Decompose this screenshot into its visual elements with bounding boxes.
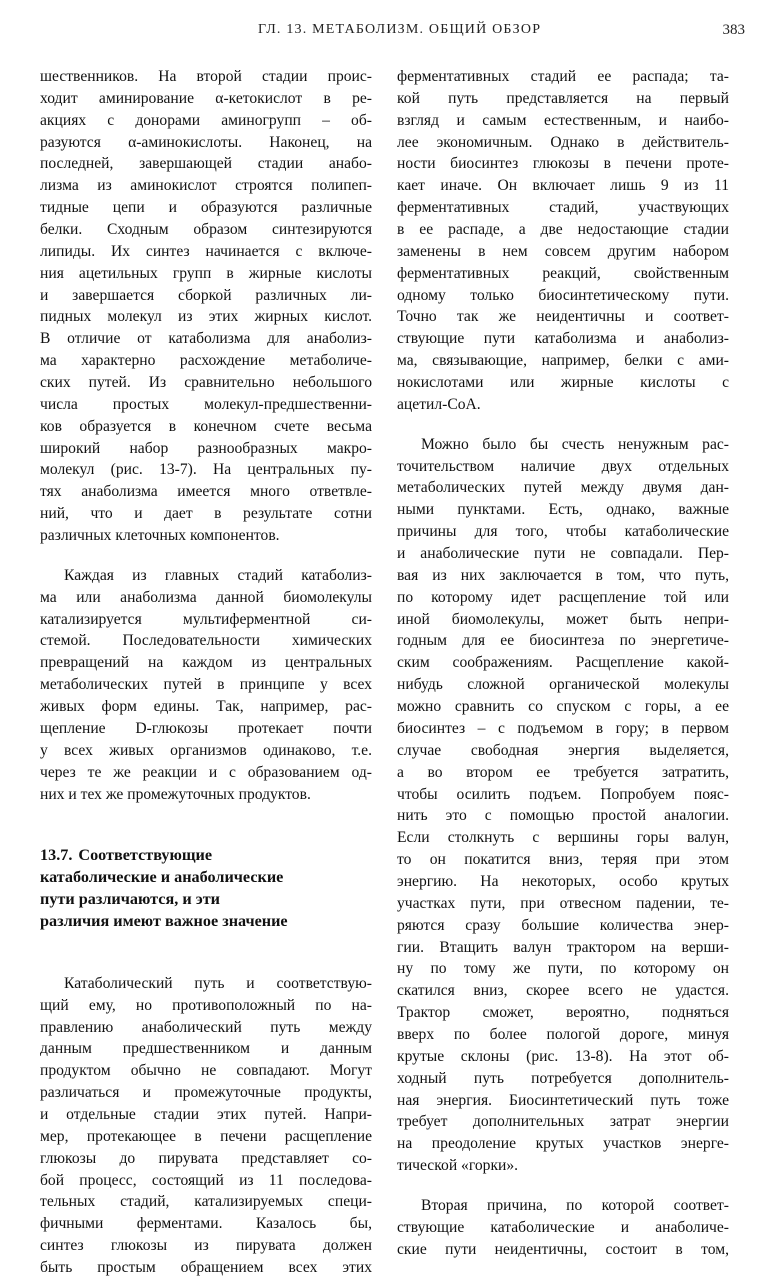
text-line: нить это с помощью простой аналогии.	[397, 807, 729, 825]
section-heading-line	[40, 845, 372, 867]
text-line: энергию. На некоторых, особо крутых	[397, 872, 729, 890]
text-line: по которому идет расщепление той или	[397, 588, 729, 606]
text-line: чтобы осилить подъем. Попробуем пояс-	[397, 785, 729, 803]
text-line: через те же реакции и с образованием од-	[40, 763, 372, 781]
text-line: В отличие от катаболизма для анаболиз-	[40, 330, 372, 348]
text-line: ма или анаболизма данной биомолекулы	[40, 588, 372, 606]
section-heading	[40, 845, 372, 932]
text-line: живых форм едины. Так, например, рас-	[40, 698, 372, 716]
text-line: Катаболический путь и соответствую-	[64, 974, 372, 992]
text-line: а во втором ее требуется затратить,	[397, 763, 729, 781]
text-line: мер, протекающее в печени расщепление	[40, 1127, 372, 1145]
text-line: тической «горки».	[397, 1157, 519, 1175]
text-line: ма, связывающие, например, белки с ами-	[397, 352, 729, 370]
page-number: 383	[722, 22, 745, 38]
text-line: тях анаболизма имеется много ответвле-	[40, 483, 372, 501]
text-line: ходит аминирование α-кетокислот в ре-	[40, 89, 372, 107]
text-line: широкий набор разнообразных макро-	[40, 439, 372, 457]
text-line: разуются α-аминокислоты. Наконец, на	[40, 133, 372, 151]
text-line: синтез глюкозы из пирувата должен	[40, 1237, 372, 1255]
text-line: них и тех же промежуточных продуктов.	[40, 785, 311, 803]
text-line: метаболических путей между двумя дан-	[397, 479, 729, 497]
text-line: шественников. На второй стадии проис-	[40, 68, 372, 85]
text-line: то он покатится вниз, теряя при этом	[397, 851, 729, 869]
section-heading-text: Соответствующие	[78, 846, 213, 865]
text-line: белки. Сходным образом синтезируются	[40, 221, 372, 239]
text-line: нокислотами или жирные кислоты с	[397, 374, 729, 392]
text-line: у всех живых организмов одинаково, т.е.	[40, 741, 372, 759]
text-line: нибудь сложной органической молекулы	[397, 676, 729, 694]
paragraph	[40, 66, 372, 547]
text-line: взгляд и самым естественным, и наибо-	[397, 111, 729, 129]
text-line: различных клеточных компонентов.	[40, 527, 280, 545]
section-heading-line: катаболические и анаболические	[40, 868, 284, 887]
text-line: фичными ферментами. Казалось бы,	[40, 1215, 372, 1233]
text-line: ские пути неидентичны, состоит в том,	[397, 1240, 729, 1258]
text-line: ков образуется в конечном счете весьма	[40, 417, 372, 435]
text-line: ферментативных реакций, свойственным	[397, 264, 729, 282]
paragraph	[40, 973, 372, 1279]
text-line: точительством наличие двух отдельных	[397, 457, 729, 475]
text-line: правлению анаболический путь между	[40, 1018, 372, 1036]
text-line: бой процесс, состоящий из 11 последова-	[40, 1171, 372, 1189]
text-line: щий ему, но противоположный по на-	[40, 996, 372, 1014]
text-line: Можно было бы счесть ненужным рас-	[421, 435, 729, 453]
text-line: ная энергия. Биосинтетический путь тоже	[397, 1091, 729, 1109]
text-line: ма характерно расхождение метаболиче-	[40, 352, 372, 370]
text-line: лизма из аминокислот строятся полипеп-	[40, 177, 372, 195]
text-line: ствующие пути катаболизма и анаболиз-	[397, 330, 729, 348]
running-title: ГЛ. 13. МЕТАБОЛИЗМ. ОБЩИЙ ОБЗОР	[258, 22, 542, 37]
text-line: на преодоление крутых участков энерге-	[397, 1135, 729, 1153]
text-line: требует дополнительных затрат энергии	[397, 1113, 729, 1131]
text-line: одному только биосинтетическому пути.	[397, 286, 729, 304]
text-line: числа простых молекул-предшественни-	[40, 395, 372, 413]
text-line: причины для того, чтобы катаболические	[397, 523, 729, 541]
text-line: участках пути, при отвесном падении, те-	[397, 894, 729, 912]
text-line: заменены в нем совсем другим набором	[397, 242, 729, 260]
text-line: ности биосинтез глюкозы в печени проте-	[397, 155, 729, 173]
text-line: глюкозы до пирувата представляет со-	[40, 1149, 372, 1167]
text-line: ний, что и дает в результате сотни	[40, 505, 372, 523]
text-line: вверх по более пологой дороге, минуя	[397, 1025, 729, 1043]
text-line: кой путь представляется на первый	[397, 89, 729, 107]
text-line: иной биомолекулы, может быть непри-	[397, 610, 729, 628]
section-heading-line: различия имеют важное значение	[40, 911, 288, 930]
text-line: молекул (рис. 13-7). На центральных пу-	[40, 461, 372, 479]
text-line: пидных молекул из этих жирных кислот.	[40, 308, 372, 326]
text-line: ферментативных стадий ее распада; та-	[397, 68, 729, 85]
text-line: различаться и промежуточные продукты,	[40, 1084, 372, 1102]
text-line: ацетил-СоА.	[397, 395, 481, 413]
text-line: и отдельные стадии этих путей. Напри-	[40, 1105, 372, 1123]
page-header	[0, 22, 775, 44]
text-line: стемой. Последовательности химических	[40, 632, 372, 650]
text-line: быть простым обращением всех этих	[40, 1258, 372, 1276]
text-line: липиды. Их синтез начинается с включе-	[40, 242, 372, 260]
left-column	[40, 66, 372, 1279]
text-line: случае свободная энергия выделяется,	[397, 741, 729, 759]
text-line: тельных стадий, катализируемых специ-	[40, 1193, 372, 1211]
paragraph	[397, 434, 729, 1177]
right-column	[397, 66, 729, 1261]
text-line: крутые склоны (рис. 13-8). На этот об-	[397, 1047, 729, 1065]
text-line: тидные цепи и образуются различные	[40, 199, 372, 217]
text-line: скатился вниз, скорее всего не удастся.	[397, 982, 729, 1000]
text-line: Точно так же неидентичны и соответ-	[397, 308, 729, 326]
text-line: метаболических путей в принципе у всех	[40, 676, 372, 694]
text-line: можно сравнить со спуском с горы, а ее	[397, 698, 729, 716]
text-line: ну по тому же пути, по которому он	[397, 960, 729, 978]
text-line: акциях с донорами аминогрупп – об-	[40, 111, 372, 129]
text-line: в ее распаде, а две недостающие стадии	[397, 221, 729, 239]
paragraph	[397, 66, 729, 416]
text-line: ским соображениям. Расщепление какой-	[397, 654, 729, 672]
text-line: ния ацетильных групп в жирные кислоты	[40, 264, 372, 282]
section-heading-line: пути различаются, и эти	[40, 890, 220, 909]
text-line: кает иначе. Он включает лишь 9 из 11	[397, 177, 729, 195]
text-line: данным предшественником и данным	[40, 1040, 372, 1058]
text-line: ными пунктами. Есть, однако, важные	[397, 501, 729, 519]
text-line: Вторая причина, по которой соответ-	[421, 1196, 729, 1214]
section-number: 13.7.	[40, 846, 73, 865]
text-line: и анаболические пути не совпадали. Пер-	[397, 545, 729, 563]
text-line: щепление D-глюкозы протекает почти	[40, 719, 372, 737]
text-line: превращений на каждом из центральных	[40, 654, 372, 672]
text-line: Если столкнуть с вершины горы валун,	[397, 829, 729, 847]
text-line: вая из них заключается в том, что путь,	[397, 566, 729, 584]
text-line: продуктом обычно не совпадают. Могут	[40, 1062, 372, 1080]
paragraph	[40, 565, 372, 805]
text-line: катализируется мультиферментной си-	[40, 610, 372, 628]
text-line: последней, завершающей стадии анабо-	[40, 155, 372, 173]
text-line: гии. Втащить валун трактором на верши-	[397, 938, 729, 956]
text-line: ствующие катаболические и анаболиче-	[397, 1218, 729, 1236]
text-line: биосинтез – с подъемом в гору; в первом	[397, 719, 729, 737]
text-line: ходный путь потребуется дополнитель-	[397, 1069, 729, 1087]
text-line: годным для ее биосинтеза по энергетиче-	[397, 632, 729, 650]
text-line: ферментативных стадий, участвующих	[397, 199, 729, 217]
text-line: ряются сразу большие количества энер-	[397, 916, 729, 934]
text-line: ских путей. Из сравнительно небольшого	[40, 374, 372, 392]
paragraph	[397, 1195, 729, 1261]
text-line: Каждая из главных стадий катаболиз-	[64, 566, 372, 584]
text-line: Трактор сможет, вероятно, подняться	[397, 1004, 729, 1022]
text-line: лее экономичным. Однако в действитель-	[397, 133, 729, 151]
text-line: и завершается сборкой различных ли-	[40, 286, 372, 304]
